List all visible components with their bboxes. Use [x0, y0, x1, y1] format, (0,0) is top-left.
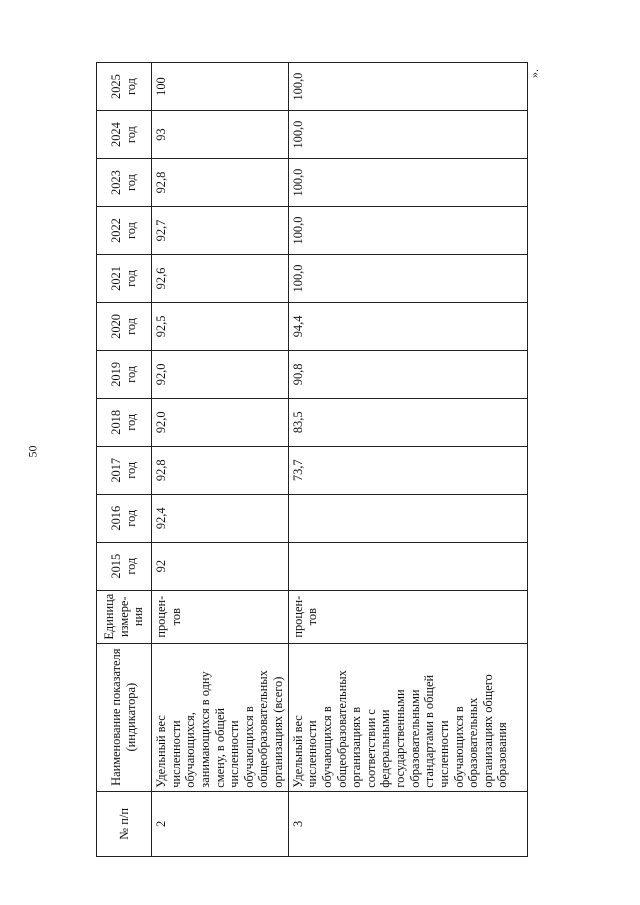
header-year: 2023 год: [97, 159, 152, 207]
row-value: 92,8: [152, 159, 289, 207]
row-value: [288, 494, 527, 542]
row-num: 3: [288, 791, 527, 856]
row-value: 92,0: [152, 398, 289, 446]
header-year: 2015 год: [97, 542, 152, 590]
row-value: 83,5: [288, 398, 527, 446]
header-year: 2017 год: [97, 446, 152, 494]
header-year: 2019 год: [97, 350, 152, 398]
row-value: [288, 542, 527, 590]
header-year: 2024 год: [97, 111, 152, 159]
row-num: 2: [152, 791, 289, 856]
row-unit: процен-тов: [288, 590, 527, 643]
indicator-table: [96, 62, 528, 857]
row-value: 94,4: [288, 302, 527, 350]
row-indicator-name: Удельный вес численности обучающихся, занимающихся в одну смену, в общей численности обучающихся в общеобразовательных организациях (всего): [152, 643, 289, 791]
rotated-table-container: [96, 62, 528, 857]
table-row: [152, 63, 289, 857]
closing-quote-mark: ».: [527, 69, 541, 78]
page-number: 50: [25, 445, 40, 458]
table-header-row: [97, 63, 152, 857]
header-year: 2025 год: [97, 63, 152, 111]
row-value: 92,7: [152, 207, 289, 255]
row-value: 92,0: [152, 350, 289, 398]
row-value: 92: [152, 542, 289, 590]
header-year: 2018 год: [97, 398, 152, 446]
row-unit: процен-тов: [152, 590, 289, 643]
row-value: 100,0: [288, 111, 527, 159]
row-value: 92,6: [152, 254, 289, 302]
header-year: 2020 год: [97, 302, 152, 350]
row-value: 90,8: [288, 350, 527, 398]
row-value: 100,0: [288, 207, 527, 255]
row-value: 100,0: [288, 63, 527, 111]
row-value: 92,4: [152, 494, 289, 542]
row-value: 93: [152, 111, 289, 159]
row-value: 92,5: [152, 302, 289, 350]
header-year: 2021 год: [97, 254, 152, 302]
row-value: 100: [152, 63, 289, 111]
row-indicator-name: Удельный вес численности обучающихся в общеобразовательных организациях в соответствии с федеральными государственными образовательными стандартами в общей численности обучающихся в образовательных организациях общего образования: [288, 643, 527, 791]
row-value: 73,7: [288, 446, 527, 494]
header-year: 2016 год: [97, 494, 152, 542]
header-unit: Единица измере-ния: [97, 590, 152, 643]
header-year: 2022 год: [97, 207, 152, 255]
header-name: Наименование показателя (индикатора): [97, 643, 152, 791]
row-value: 100,0: [288, 159, 527, 207]
header-num: № п/п: [97, 791, 152, 856]
table-row: [288, 63, 527, 857]
row-value: 100,0: [288, 254, 527, 302]
row-value: 92,8: [152, 446, 289, 494]
